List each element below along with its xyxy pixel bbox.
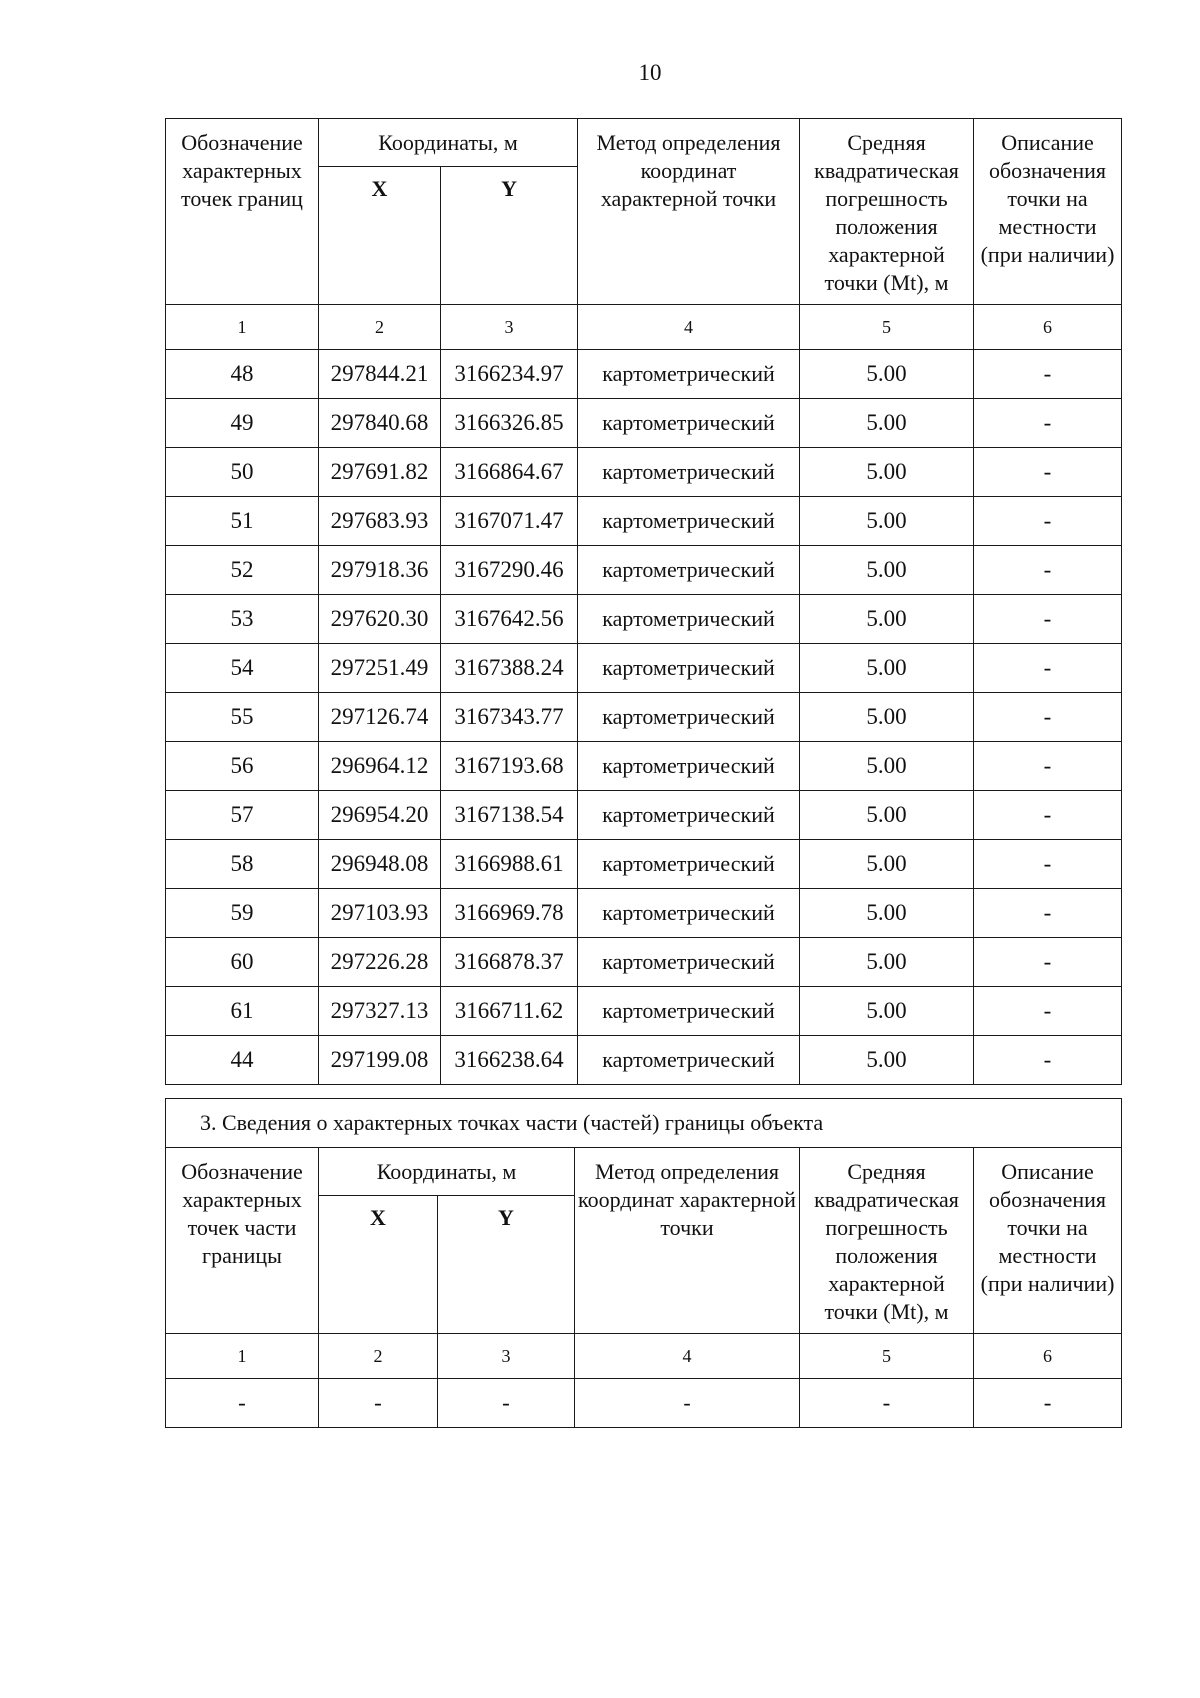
column-number: 2 [319, 1334, 438, 1379]
cell-method: картометрический [578, 693, 800, 742]
table-row [166, 1379, 1122, 1428]
header-method: Метод определения координат характерной точки [578, 119, 800, 305]
cell-y-coordinate: 3166234.97 [441, 350, 578, 399]
table-row [166, 644, 1122, 693]
cell-x-coordinate: 297683.93 [319, 497, 441, 546]
cell-description: - [974, 1036, 1122, 1085]
header-coordinates: Координаты, м [319, 1148, 575, 1196]
header-coordinates: Координаты, м [319, 119, 578, 167]
boundary-points-table [165, 118, 1122, 1085]
cell-point-number: 48 [166, 350, 319, 399]
table-row [166, 987, 1122, 1036]
header-description: Описание обозначения точки на местности (при наличии) [974, 119, 1122, 305]
cell-x-coordinate: 297691.82 [319, 448, 441, 497]
cell-y-coordinate: 3166988.61 [441, 840, 578, 889]
cell-y-coordinate: 3167343.77 [441, 693, 578, 742]
cell-y-coordinate: 3166864.67 [441, 448, 578, 497]
cell-description: - [974, 840, 1122, 889]
cell-error: 5.00 [800, 644, 974, 693]
cell-y-coordinate: 3167138.54 [441, 791, 578, 840]
table-row [166, 889, 1122, 938]
cell-method: картометрический [578, 546, 800, 595]
cell-point-number: - [166, 1379, 319, 1428]
column-number: 3 [438, 1334, 575, 1379]
table-row [166, 840, 1122, 889]
cell-method: картометрический [578, 987, 800, 1036]
cell-point-number: 50 [166, 448, 319, 497]
cell-point-number: 56 [166, 742, 319, 791]
page-number: 10 [638, 60, 662, 85]
header-point-designation: Обозначение характерных точек границ [166, 119, 319, 305]
header-x: X [319, 1196, 438, 1334]
cell-point-number: 53 [166, 595, 319, 644]
cell-description: - [974, 448, 1122, 497]
cell-error: 5.00 [800, 938, 974, 987]
column-number: 2 [319, 305, 441, 350]
cell-x-coordinate: 296948.08 [319, 840, 441, 889]
cell-y-coordinate: 3166878.37 [441, 938, 578, 987]
cell-x-coordinate: 297251.49 [319, 644, 441, 693]
header-y: Y [438, 1196, 575, 1334]
cell-point-number: 58 [166, 840, 319, 889]
cell-x-coordinate: 297844.21 [319, 350, 441, 399]
cell-point-number: 55 [166, 693, 319, 742]
cell-error: 5.00 [800, 546, 974, 595]
cell-y-coordinate: 3167071.47 [441, 497, 578, 546]
cell-error: 5.00 [800, 889, 974, 938]
cell-y-coordinate: 3166969.78 [441, 889, 578, 938]
cell-method: картометрический [578, 399, 800, 448]
cell-y-coordinate: 3167642.56 [441, 595, 578, 644]
cell-x-coordinate: 297226.28 [319, 938, 441, 987]
cell-method: картометрический [578, 742, 800, 791]
column-number: 4 [575, 1334, 800, 1379]
cell-error: 5.00 [800, 448, 974, 497]
cell-description: - [974, 644, 1122, 693]
cell-x-coordinate: 297126.74 [319, 693, 441, 742]
table-row [166, 448, 1122, 497]
cell-point-number: 49 [166, 399, 319, 448]
cell-x-coordinate: 297103.93 [319, 889, 441, 938]
cell-method: картометрический [578, 1036, 800, 1085]
column-number: 1 [166, 1334, 319, 1379]
cell-error: 5.00 [800, 595, 974, 644]
cell-method: - [575, 1379, 800, 1428]
cell-description: - [974, 1379, 1122, 1428]
cell-error: 5.00 [800, 399, 974, 448]
cell-method: картометрический [578, 938, 800, 987]
cell-y-coordinate: - [438, 1379, 575, 1428]
cell-error: - [800, 1379, 974, 1428]
table-row [166, 497, 1122, 546]
cell-x-coordinate: 297840.68 [319, 399, 441, 448]
table-row [166, 791, 1122, 840]
column-numbers-row [166, 1334, 1122, 1379]
cell-description: - [974, 497, 1122, 546]
header-y: Y [441, 167, 578, 305]
cell-description: - [974, 742, 1122, 791]
cell-error: 5.00 [800, 840, 974, 889]
cell-description: - [974, 987, 1122, 1036]
cell-point-number: 59 [166, 889, 319, 938]
cell-x-coordinate: 296954.20 [319, 791, 441, 840]
column-numbers-row [166, 305, 1122, 350]
cell-error: 5.00 [800, 742, 974, 791]
cell-y-coordinate: 3166238.64 [441, 1036, 578, 1085]
table-row [166, 546, 1122, 595]
column-number: 4 [578, 305, 800, 350]
cell-point-number: 44 [166, 1036, 319, 1085]
cell-x-coordinate: 296964.12 [319, 742, 441, 791]
cell-description: - [974, 693, 1122, 742]
column-number: 6 [974, 305, 1122, 350]
cell-error: 5.00 [800, 791, 974, 840]
header-error: Средняя квадратическая погрешность положения характерной точки (Mt), м [800, 119, 974, 305]
cell-description: - [974, 889, 1122, 938]
cell-description: - [974, 595, 1122, 644]
cell-error: 5.00 [800, 497, 974, 546]
cell-y-coordinate: 3167290.46 [441, 546, 578, 595]
cell-method: картометрический [578, 497, 800, 546]
header-point-designation: Обозначение характерных точек части границы [166, 1148, 319, 1334]
cell-point-number: 52 [166, 546, 319, 595]
header-description: Описание обозначения точки на местности (при наличии) [974, 1148, 1122, 1334]
cell-method: картометрический [578, 840, 800, 889]
cell-point-number: 60 [166, 938, 319, 987]
cell-y-coordinate: 3166326.85 [441, 399, 578, 448]
cell-method: картометрический [578, 889, 800, 938]
cell-x-coordinate: 297327.13 [319, 987, 441, 1036]
cell-x-coordinate: 297620.30 [319, 595, 441, 644]
column-number: 5 [800, 305, 974, 350]
column-number: 1 [166, 305, 319, 350]
cell-error: 5.00 [800, 1036, 974, 1085]
table-row [166, 938, 1122, 987]
cell-description: - [974, 938, 1122, 987]
cell-method: картометрический [578, 791, 800, 840]
cell-point-number: 54 [166, 644, 319, 693]
cell-x-coordinate: 297199.08 [319, 1036, 441, 1085]
column-number: 5 [800, 1334, 974, 1379]
cell-method: картометрический [578, 595, 800, 644]
cell-method: картометрический [578, 350, 800, 399]
cell-point-number: 57 [166, 791, 319, 840]
table-row [166, 1036, 1122, 1085]
cell-description: - [974, 399, 1122, 448]
table-row [166, 742, 1122, 791]
header-method: Метод определения координат характерной точки [575, 1148, 800, 1334]
table-row [166, 350, 1122, 399]
cell-point-number: 61 [166, 987, 319, 1036]
cell-y-coordinate: 3167193.68 [441, 742, 578, 791]
cell-error: 5.00 [800, 987, 974, 1036]
cell-y-coordinate: 3167388.24 [441, 644, 578, 693]
header-x: X [319, 167, 441, 305]
cell-method: картометрический [578, 644, 800, 693]
column-number: 6 [974, 1334, 1122, 1379]
section-3-title: 3. Сведения о характерных точках части (частей) границы объекта [166, 1099, 1122, 1148]
cell-description: - [974, 350, 1122, 399]
table-row [166, 399, 1122, 448]
cell-method: картометрический [578, 448, 800, 497]
header-error: Средняя квадратическая погрешность положения характерной точки (Mt), м [800, 1148, 974, 1334]
cell-description: - [974, 791, 1122, 840]
cell-error: 5.00 [800, 693, 974, 742]
boundary-parts-table [165, 1098, 1122, 1428]
cell-x-coordinate: 297918.36 [319, 546, 441, 595]
cell-y-coordinate: 3166711.62 [441, 987, 578, 1036]
table-row [166, 693, 1122, 742]
cell-point-number: 51 [166, 497, 319, 546]
cell-error: 5.00 [800, 350, 974, 399]
cell-description: - [974, 546, 1122, 595]
column-number: 3 [441, 305, 578, 350]
table-row [166, 595, 1122, 644]
cell-x-coordinate: - [319, 1379, 438, 1428]
